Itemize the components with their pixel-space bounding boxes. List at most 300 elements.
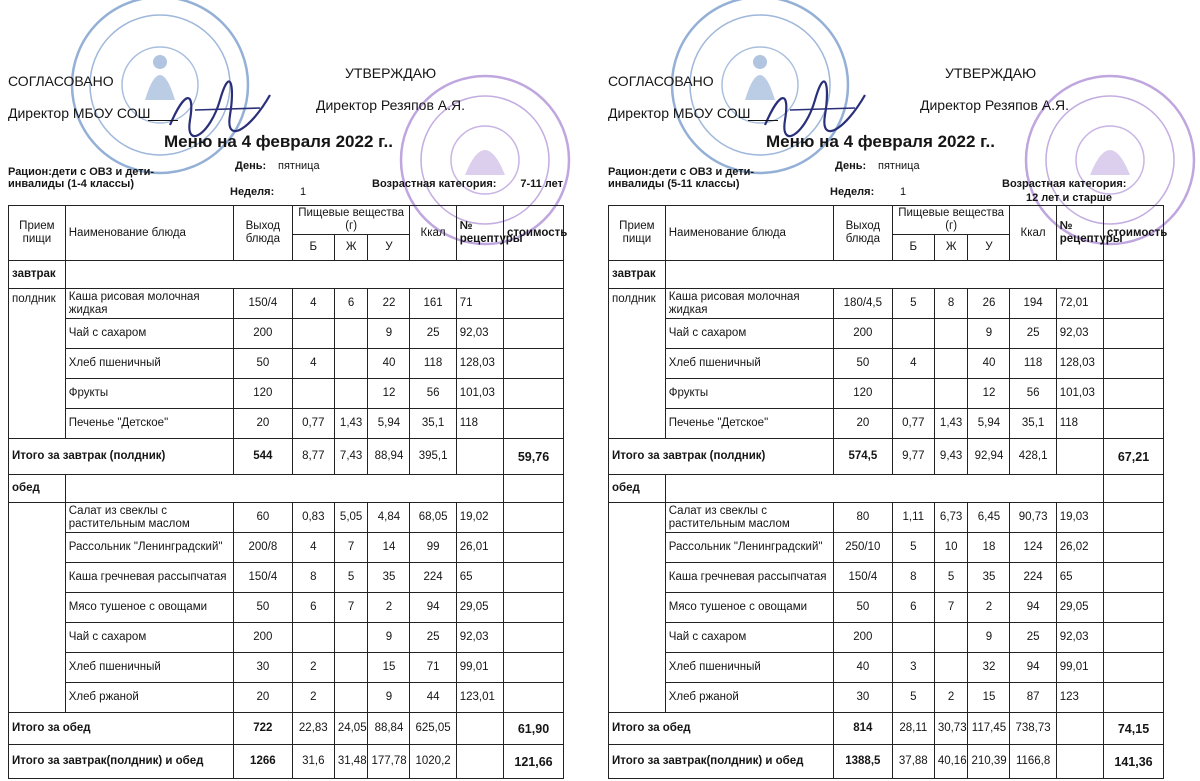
dish-kcal: 118: [1010, 349, 1056, 379]
header-carbs: У: [968, 235, 1010, 261]
table-row: [609, 379, 1164, 409]
dish-cost: [504, 533, 564, 563]
dish-carbs: 14: [368, 533, 410, 563]
age-label: Возрастная категория:: [1002, 178, 1127, 190]
menu-sheet-right: [600, 0, 1172, 781]
total-recipe: [456, 439, 503, 475]
approved-label: УТВЕРЖДАЮ: [345, 65, 437, 81]
dish-cost: [1104, 409, 1164, 439]
approved-label: УТВЕРЖДАЮ: [945, 65, 1037, 81]
total-label: Итого за завтрак(полдник) и обед: [9, 745, 234, 779]
total-kcal: 428,1: [1010, 439, 1056, 475]
header-dish: Наименование блюда: [65, 206, 233, 261]
total-label: Итого за обед: [9, 713, 234, 745]
total-cost: 67,21: [1104, 439, 1164, 475]
total-cost: 74,15: [1104, 713, 1164, 745]
dish-recipe: 101,03: [1056, 379, 1103, 409]
dish-yield: 250/10: [833, 533, 892, 563]
dish-name: Печенье "Детское": [65, 409, 233, 439]
dish-fat: [934, 653, 968, 683]
dish-protein: [292, 623, 334, 653]
dish-name: Каша рисовая молочная жидкая: [65, 289, 233, 319]
breakfast-total-row: [9, 439, 564, 475]
dish-fat: 10: [934, 533, 968, 563]
dish-kcal: 94: [1010, 593, 1056, 623]
dish-cost: [504, 319, 564, 349]
header-yield: Выход блюда: [833, 206, 892, 261]
grand-total-row: [9, 745, 564, 779]
total-yield: 1388,5: [833, 745, 892, 779]
director-left-label: Директор МБОУ СОШ: [8, 105, 151, 121]
dish-yield: 30: [833, 683, 892, 713]
dish-protein: 0,83: [292, 503, 334, 533]
dish-kcal: 124: [1010, 533, 1056, 563]
total-yield: 722: [233, 713, 292, 745]
dish-name: Каша гречневая рассыпчатая: [65, 563, 233, 593]
day-label: День:: [235, 160, 267, 172]
dish-cost: [1104, 653, 1164, 683]
dish-kcal: 35,1: [410, 409, 456, 439]
dish-fat: [934, 379, 968, 409]
table-row: [9, 349, 564, 379]
section-filler: [65, 261, 503, 289]
dish-carbs: 9: [368, 319, 410, 349]
dish-fat: 1,43: [934, 409, 968, 439]
dish-fat: 8: [934, 289, 968, 319]
total-label: Итого за завтрак (полдник): [9, 439, 234, 475]
total-label: Итого за обед: [609, 713, 834, 745]
header-protein: Б: [892, 235, 934, 261]
dish-carbs: 40: [968, 349, 1010, 379]
dish-recipe: 118: [456, 409, 503, 439]
total-label: Итого за завтрак (полдник): [609, 439, 834, 475]
section-lunch: [9, 475, 564, 503]
total-carbs: 92,94: [968, 439, 1010, 475]
age-value: 12 лет и старше: [1026, 192, 1112, 204]
total-cost: 59,76: [504, 439, 564, 475]
lunch-label: обед: [609, 475, 666, 503]
age-value: 7-11 лет: [520, 178, 563, 190]
dish-cost: [504, 379, 564, 409]
dish-name: Каша гречневая рассыпчатая: [665, 563, 833, 593]
dish-name: Мясо тушеное с овощами: [65, 593, 233, 623]
dish-kcal: 35,1: [1010, 409, 1056, 439]
dish-protein: 5: [892, 289, 934, 319]
header-protein: Б: [292, 235, 334, 261]
section-filler: [65, 475, 503, 503]
total-fat: 40,16: [934, 745, 968, 779]
table-row: [609, 593, 1164, 623]
total-recipe: [1056, 439, 1103, 475]
dish-recipe: 101,03: [456, 379, 503, 409]
total-cost: 61,90: [504, 713, 564, 745]
dish-carbs: 12: [368, 379, 410, 409]
dish-yield: 20: [833, 409, 892, 439]
dish-protein: 1,11: [892, 503, 934, 533]
dish-name: Чай с сахаром: [665, 623, 833, 653]
dish-cost: [504, 653, 564, 683]
meal-cell-snack: [9, 289, 66, 439]
table-row: [609, 503, 1164, 533]
total-protein: 8,77: [292, 439, 334, 475]
dish-kcal: 25: [410, 623, 456, 653]
menu-table: [8, 205, 568, 779]
dish-recipe: 29,05: [456, 593, 503, 623]
dish-fat: [334, 319, 368, 349]
dish-yield: 50: [233, 349, 292, 379]
dish-name: Хлеб ржаной: [65, 683, 233, 713]
dish-name: Хлеб пшеничный: [665, 653, 833, 683]
dish-carbs: 5,94: [368, 409, 410, 439]
dish-protein: 5: [892, 683, 934, 713]
grand-total-row: [609, 745, 1164, 779]
dish-fat: [334, 623, 368, 653]
header-cost: стоимость: [504, 206, 564, 261]
total-fat: 31,48: [334, 745, 368, 779]
dish-protein: 4: [292, 289, 334, 319]
total-yield: 574,5: [833, 439, 892, 475]
dish-kcal: 68,05: [410, 503, 456, 533]
total-recipe: [1056, 713, 1103, 745]
dish-name: Рассольник "Ленинградский": [665, 533, 833, 563]
dish-kcal: 118: [410, 349, 456, 379]
total-carbs: 88,84: [368, 713, 410, 745]
day-label: День:: [835, 160, 867, 172]
total-carbs: 210,39: [968, 745, 1010, 779]
section-filler: [1104, 475, 1164, 503]
day-value: пятница: [278, 160, 320, 172]
dish-yield: 200: [833, 623, 892, 653]
header-row: [9, 206, 564, 235]
dish-carbs: 12: [968, 379, 1010, 409]
dish-carbs: 5,94: [968, 409, 1010, 439]
dish-kcal: 94: [410, 593, 456, 623]
dish-carbs: 15: [368, 653, 410, 683]
total-cost: 121,66: [504, 745, 564, 779]
dish-cost: [1104, 379, 1164, 409]
dish-kcal: 94: [1010, 653, 1056, 683]
round-seal-stamp-icon: [665, 0, 855, 180]
dish-carbs: 9: [968, 623, 1010, 653]
dish-carbs: 6,45: [968, 503, 1010, 533]
dish-name: Рассольник "Ленинградский": [65, 533, 233, 563]
table-row: [609, 623, 1164, 653]
dish-yield: 80: [833, 503, 892, 533]
dish-yield: 50: [833, 593, 892, 623]
snack-label: полдник: [12, 293, 56, 306]
dish-recipe: 92,03: [1056, 319, 1103, 349]
table-row: [609, 349, 1164, 379]
page-title: Меню на 4 февраля 2022 г..: [766, 132, 995, 151]
dish-recipe: 92,03: [456, 623, 503, 653]
day-value: пятница: [878, 160, 920, 172]
section-breakfast: [609, 261, 1164, 289]
total-protein: 9,77: [892, 439, 934, 475]
section-filler: [1104, 261, 1164, 289]
header-yield: Выход блюда: [233, 206, 292, 261]
meal-cell-lunch-body: [609, 503, 666, 713]
dish-recipe: 19,02: [456, 503, 503, 533]
dish-kcal: 99: [410, 533, 456, 563]
dish-cost: [1104, 289, 1164, 319]
section-lunch: [609, 475, 1164, 503]
agreed-label: СОГЛАСОВАНО: [8, 73, 114, 89]
total-cost: 141,36: [1104, 745, 1164, 779]
dish-carbs: 22: [368, 289, 410, 319]
dish-yield: 20: [233, 409, 292, 439]
dish-name: Печенье "Детское": [665, 409, 833, 439]
table-row: [9, 683, 564, 713]
dish-kcal: 25: [410, 319, 456, 349]
header-carbs: У: [368, 235, 410, 261]
dish-fat: 5,05: [334, 503, 368, 533]
dish-yield: 200: [233, 319, 292, 349]
dish-carbs: 40: [368, 349, 410, 379]
dish-fat: [934, 319, 968, 349]
dish-carbs: 32: [968, 653, 1010, 683]
lunch-total-row: [609, 713, 1164, 745]
ration-label: Рацион:дети с ОВЗ и дети-инвалиды (5-11 классы): [608, 166, 755, 191]
dish-recipe: 92,03: [456, 319, 503, 349]
dish-recipe: 26,01: [456, 533, 503, 563]
table-row: [9, 503, 564, 533]
dish-yield: 200: [233, 623, 292, 653]
table-row: [609, 319, 1164, 349]
section-breakfast: [9, 261, 564, 289]
section-filler: [665, 475, 1103, 503]
dish-protein: 2: [292, 653, 334, 683]
breakfast-total-row: [609, 439, 1164, 475]
dish-recipe: 92,03: [1056, 623, 1103, 653]
handwritten-signature-icon: [165, 80, 275, 140]
dish-kcal: 224: [1010, 563, 1056, 593]
dish-yield: 150/4: [833, 563, 892, 593]
total-protein: 31,6: [292, 745, 334, 779]
dish-recipe: 128,03: [456, 349, 503, 379]
dish-name: Фрукты: [665, 379, 833, 409]
dish-fat: [934, 623, 968, 653]
dish-protein: 6: [892, 593, 934, 623]
header-recipe: № рецептуры: [456, 206, 503, 261]
dish-cost: [1104, 503, 1164, 533]
header-nutrients: Пищевые вещества (г): [292, 206, 410, 235]
dish-recipe: 19,03: [1056, 503, 1103, 533]
dish-fat: 7: [934, 593, 968, 623]
total-protein: 28,11: [892, 713, 934, 745]
dish-cost: [1104, 533, 1164, 563]
section-filler: [665, 261, 1103, 289]
dish-cost: [504, 593, 564, 623]
dish-cost: [504, 503, 564, 533]
dish-kcal: 194: [1010, 289, 1056, 319]
age-label: Возрастная категория:: [372, 178, 497, 190]
dish-name: Хлеб пшеничный: [665, 349, 833, 379]
dish-fat: [934, 349, 968, 379]
section-filler: [504, 475, 564, 503]
dish-name: Мясо тушеное с овощами: [665, 593, 833, 623]
dish-protein: [892, 319, 934, 349]
dish-recipe: 128,03: [1056, 349, 1103, 379]
dish-yield: 200/8: [233, 533, 292, 563]
dish-kcal: 90,73: [1010, 503, 1056, 533]
dish-carbs: 9: [368, 683, 410, 713]
dish-carbs: 4,84: [368, 503, 410, 533]
total-fat: 9,43: [934, 439, 968, 475]
table-row: [9, 623, 564, 653]
dish-kcal: 224: [410, 563, 456, 593]
week-value: 1: [900, 186, 907, 198]
dish-protein: 5: [892, 533, 934, 563]
total-kcal: 625,05: [410, 713, 456, 745]
dish-cost: [504, 623, 564, 653]
table-row: [609, 289, 1164, 319]
dish-recipe: 29,05: [1056, 593, 1103, 623]
dish-protein: 8: [892, 563, 934, 593]
dish-yield: 50: [833, 349, 892, 379]
dish-protein: 0,77: [292, 409, 334, 439]
total-carbs: 88,94: [368, 439, 410, 475]
table-row: [9, 319, 564, 349]
meal-cell-lunch-body: [9, 503, 66, 713]
table-row: [609, 533, 1164, 563]
dish-recipe: 99,01: [456, 653, 503, 683]
header-fat: Ж: [934, 235, 968, 261]
lunch-label: обед: [9, 475, 66, 503]
dish-protein: 2: [292, 683, 334, 713]
dish-recipe: 123: [1056, 683, 1103, 713]
total-kcal: 395,1: [410, 439, 456, 475]
dish-cost: [504, 349, 564, 379]
dish-carbs: 9: [968, 319, 1010, 349]
header-recipe: № рецептуры: [1056, 206, 1103, 261]
menu-sheet-left: [0, 0, 572, 781]
dish-yield: 50: [233, 593, 292, 623]
dish-fat: [334, 349, 368, 379]
dish-cost: [1104, 563, 1164, 593]
dish-yield: 120: [833, 379, 892, 409]
dish-kcal: 25: [1010, 319, 1056, 349]
total-fat: 24,05: [334, 713, 368, 745]
total-recipe: [456, 745, 503, 779]
dish-kcal: 56: [1010, 379, 1056, 409]
week-label: Неделя:: [830, 186, 875, 198]
total-yield: 814: [833, 713, 892, 745]
dish-yield: 180/4,5: [833, 289, 892, 319]
meal-cell-snack: [609, 289, 666, 439]
dish-protein: 3: [892, 653, 934, 683]
dish-kcal: 71: [410, 653, 456, 683]
total-yield: 544: [233, 439, 292, 475]
menu-table: [608, 205, 1168, 779]
dish-protein: [892, 379, 934, 409]
snack-label: полдник: [612, 293, 656, 306]
dish-protein: [892, 623, 934, 653]
total-kcal: 738,73: [1010, 713, 1056, 745]
dish-carbs: 15: [968, 683, 1010, 713]
total-kcal: 1020,2: [410, 745, 456, 779]
dish-carbs: 26: [968, 289, 1010, 319]
dish-yield: 120: [233, 379, 292, 409]
dish-fat: 2: [934, 683, 968, 713]
dish-name: Фрукты: [65, 379, 233, 409]
dish-recipe: 72,01: [1056, 289, 1103, 319]
table-row: [609, 653, 1164, 683]
agreed-label: СОГЛАСОВАНО: [608, 73, 714, 89]
dish-protein: 0,77: [892, 409, 934, 439]
table-row: [9, 593, 564, 623]
dish-cost: [504, 683, 564, 713]
lunch-total-row: [9, 713, 564, 745]
total-carbs: 177,78: [368, 745, 410, 779]
dish-yield: 30: [233, 653, 292, 683]
dish-cost: [504, 409, 564, 439]
dish-protein: 8: [292, 563, 334, 593]
header-cost: стоимость: [1104, 206, 1164, 261]
dish-kcal: 87: [1010, 683, 1056, 713]
header-kcal: Ккал: [410, 206, 456, 261]
round-seal-stamp-icon: [65, 0, 255, 180]
dish-recipe: 99,01: [1056, 653, 1103, 683]
dish-name: Хлеб пшеничный: [65, 349, 233, 379]
dish-kcal: 44: [410, 683, 456, 713]
ration-label: Рацион:дети с ОВЗ и дети-инвалиды (1-4 классы): [8, 166, 155, 191]
dish-yield: 20: [233, 683, 292, 713]
dish-protein: 6: [292, 593, 334, 623]
total-carbs: 117,45: [968, 713, 1010, 745]
dish-carbs: 9: [368, 623, 410, 653]
header-dish: Наименование блюда: [665, 206, 833, 261]
total-protein: 22,83: [292, 713, 334, 745]
table-row: [609, 563, 1164, 593]
header-meal: Прием пищи: [9, 206, 66, 261]
header-kcal: Ккал: [1010, 206, 1056, 261]
dish-name: Чай с сахаром: [65, 319, 233, 349]
dish-protein: 4: [292, 349, 334, 379]
dish-recipe: 26,02: [1056, 533, 1103, 563]
dish-protein: [292, 379, 334, 409]
total-fat: 7,43: [334, 439, 368, 475]
dish-name: Каша рисовая молочная жидкая: [665, 289, 833, 319]
dish-recipe: 118: [1056, 409, 1103, 439]
dish-cost: [1104, 319, 1164, 349]
dish-cost: [1104, 593, 1164, 623]
dish-recipe: 71: [456, 289, 503, 319]
total-recipe: [1056, 745, 1103, 779]
dish-fat: 7: [334, 533, 368, 563]
dish-yield: 60: [233, 503, 292, 533]
header-nutrients: Пищевые вещества (г): [892, 206, 1010, 235]
total-kcal: 1166,8: [1010, 745, 1056, 779]
dish-name: Чай с сахаром: [665, 319, 833, 349]
total-yield: 1266: [233, 745, 292, 779]
handwritten-signature-icon: [760, 80, 870, 140]
dish-name: Салат из свеклы с растительным маслом: [65, 503, 233, 533]
dish-cost: [1104, 683, 1164, 713]
section-filler: [504, 261, 564, 289]
dish-fat: [334, 683, 368, 713]
dish-kcal: 25: [1010, 623, 1056, 653]
dish-fat: 7: [334, 593, 368, 623]
dish-protein: [292, 319, 334, 349]
dish-fat: [334, 379, 368, 409]
dish-fat: 1,43: [334, 409, 368, 439]
table-row: [9, 379, 564, 409]
header-row: [609, 206, 1164, 235]
page-title: Меню на 4 февраля 2022 г..: [164, 132, 393, 151]
dish-name: Хлеб пшеничный: [65, 653, 233, 683]
dish-cost: [504, 289, 564, 319]
dish-fat: 6,73: [934, 503, 968, 533]
